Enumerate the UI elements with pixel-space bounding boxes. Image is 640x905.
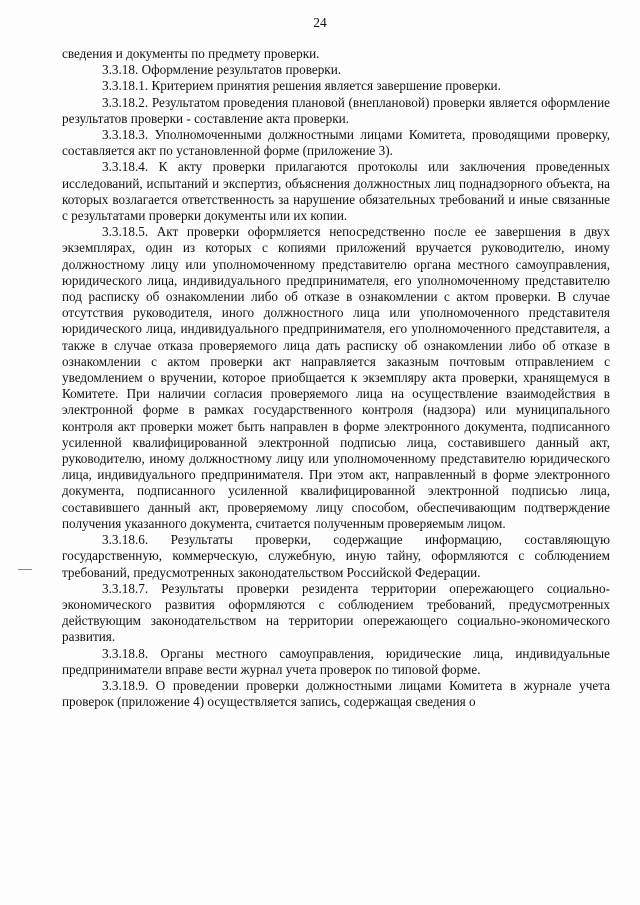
section-heading-3-3-18: 3.3.18. Оформление результатов проверки. [102, 62, 342, 78]
paragraph-3-3-18-4: 3.3.18.4. К акту проверки прилагаются протоколы или заключения проведенных исследований, испытаний и экспертиз, объяснения должностных лиц поднадзорного объекта, на которых возлагается ответственность за нарушение обязательных требований и иные связанные с результатами проверки документы или их копии. [62, 159, 610, 224]
paragraph-3-3-18-5: 3.3.18.5. Акт проверки оформляется непосредственно после ее завершения в двух экземплярах, один из которых с копиями приложений вручается руководителю, иному должностному лицу или уполномоченному представителю органа местного самоуправления, юридического лица, индивидуального предпринимателя, его уполномоченному представителю под расписку об ознакомлении либо об отказе в ознакомлении с актом проверки. В случае отсутствия руководителя, иного должностного лица или уполномоченного представителя юридического лица, индивидуального предпринимателя, его уполномоченного представителя, а также в случае отказа проверяемого лица дать расписку об ознакомлении либо об отказе в ознакомлении с актом проверки акт направляется заказным почтовым отправлением с уведомлением о вручении, которое приобщается к экземпляру акта проверки, хранящемуся в Комитете. При наличии согласия проверяемого лица на осуществление взаимодействия в электронной форме в рамках государственного контроля (надзора) или муниципального контроля акт проверки может быть направлен в форме электронного документа, подписанного усиленной квалифицированной электронной подписью лица, составившего данный акт, руководителю, иному должностному лицу или уполномоченному представителю юридического лица, индивидуального предпринимателя. При этом акт, направленный в форме электронного документа, подписанного усиленной квалифицированной электронной подписью лица, составившего данный акт, проверяемому лицу способом, обеспечивающим подтверждение получения указанного документа, считается полученным проверяемым лицом. [62, 224, 610, 531]
paragraph-3-3-18-1: 3.3.18.1. Критерием принятия решения является завершение проверки. [102, 78, 501, 94]
margin-mark [18, 569, 32, 570]
paragraph-3-3-18-6: 3.3.18.6. Результаты проверки, содержащие информацию, составляющую государственную, коммерческую, служебную, иную тайну, оформляются с соблюдением требований, предусмотренных законодательством Российской Федерации. [62, 532, 610, 580]
paragraph-3-3-18-3: 3.3.18.3. Уполномоченными должностными лицами Комитета, проводящими проверку, составляется акт по установленной форме (приложение 3). [62, 127, 610, 159]
paragraph-3-3-18-7: 3.3.18.7. Результаты проверки резидента территории опережающего социально-экономического развития оформляются с соблюдением требований, предусмотренных действующим законодательством на территории опережающего социально-экономического развития. [62, 580, 610, 645]
page-number: 24 [313, 15, 327, 30]
paragraph-continuation: сведения и документы по предмету проверки. [62, 46, 320, 61]
paragraph-3-3-18-8: 3.3.18.8. Органы местного самоуправления, юридические лица, индивидуальные предприниматели вправе вести журнал учета проверок по типовой форме. [62, 645, 610, 677]
paragraph-3-3-18-2: 3.3.18.2. Результатом проведения плановой (внеплановой) проверки является оформление результатов проверки - составление акта проверки. [62, 94, 610, 126]
paragraph-3-3-18-9: 3.3.18.9. О проведении проверки должностными лицами Комитета в журнале учета проверок (приложение 4) осуществляется запись, содержащая сведения о [62, 677, 610, 710]
document-body [62, 46, 610, 710]
